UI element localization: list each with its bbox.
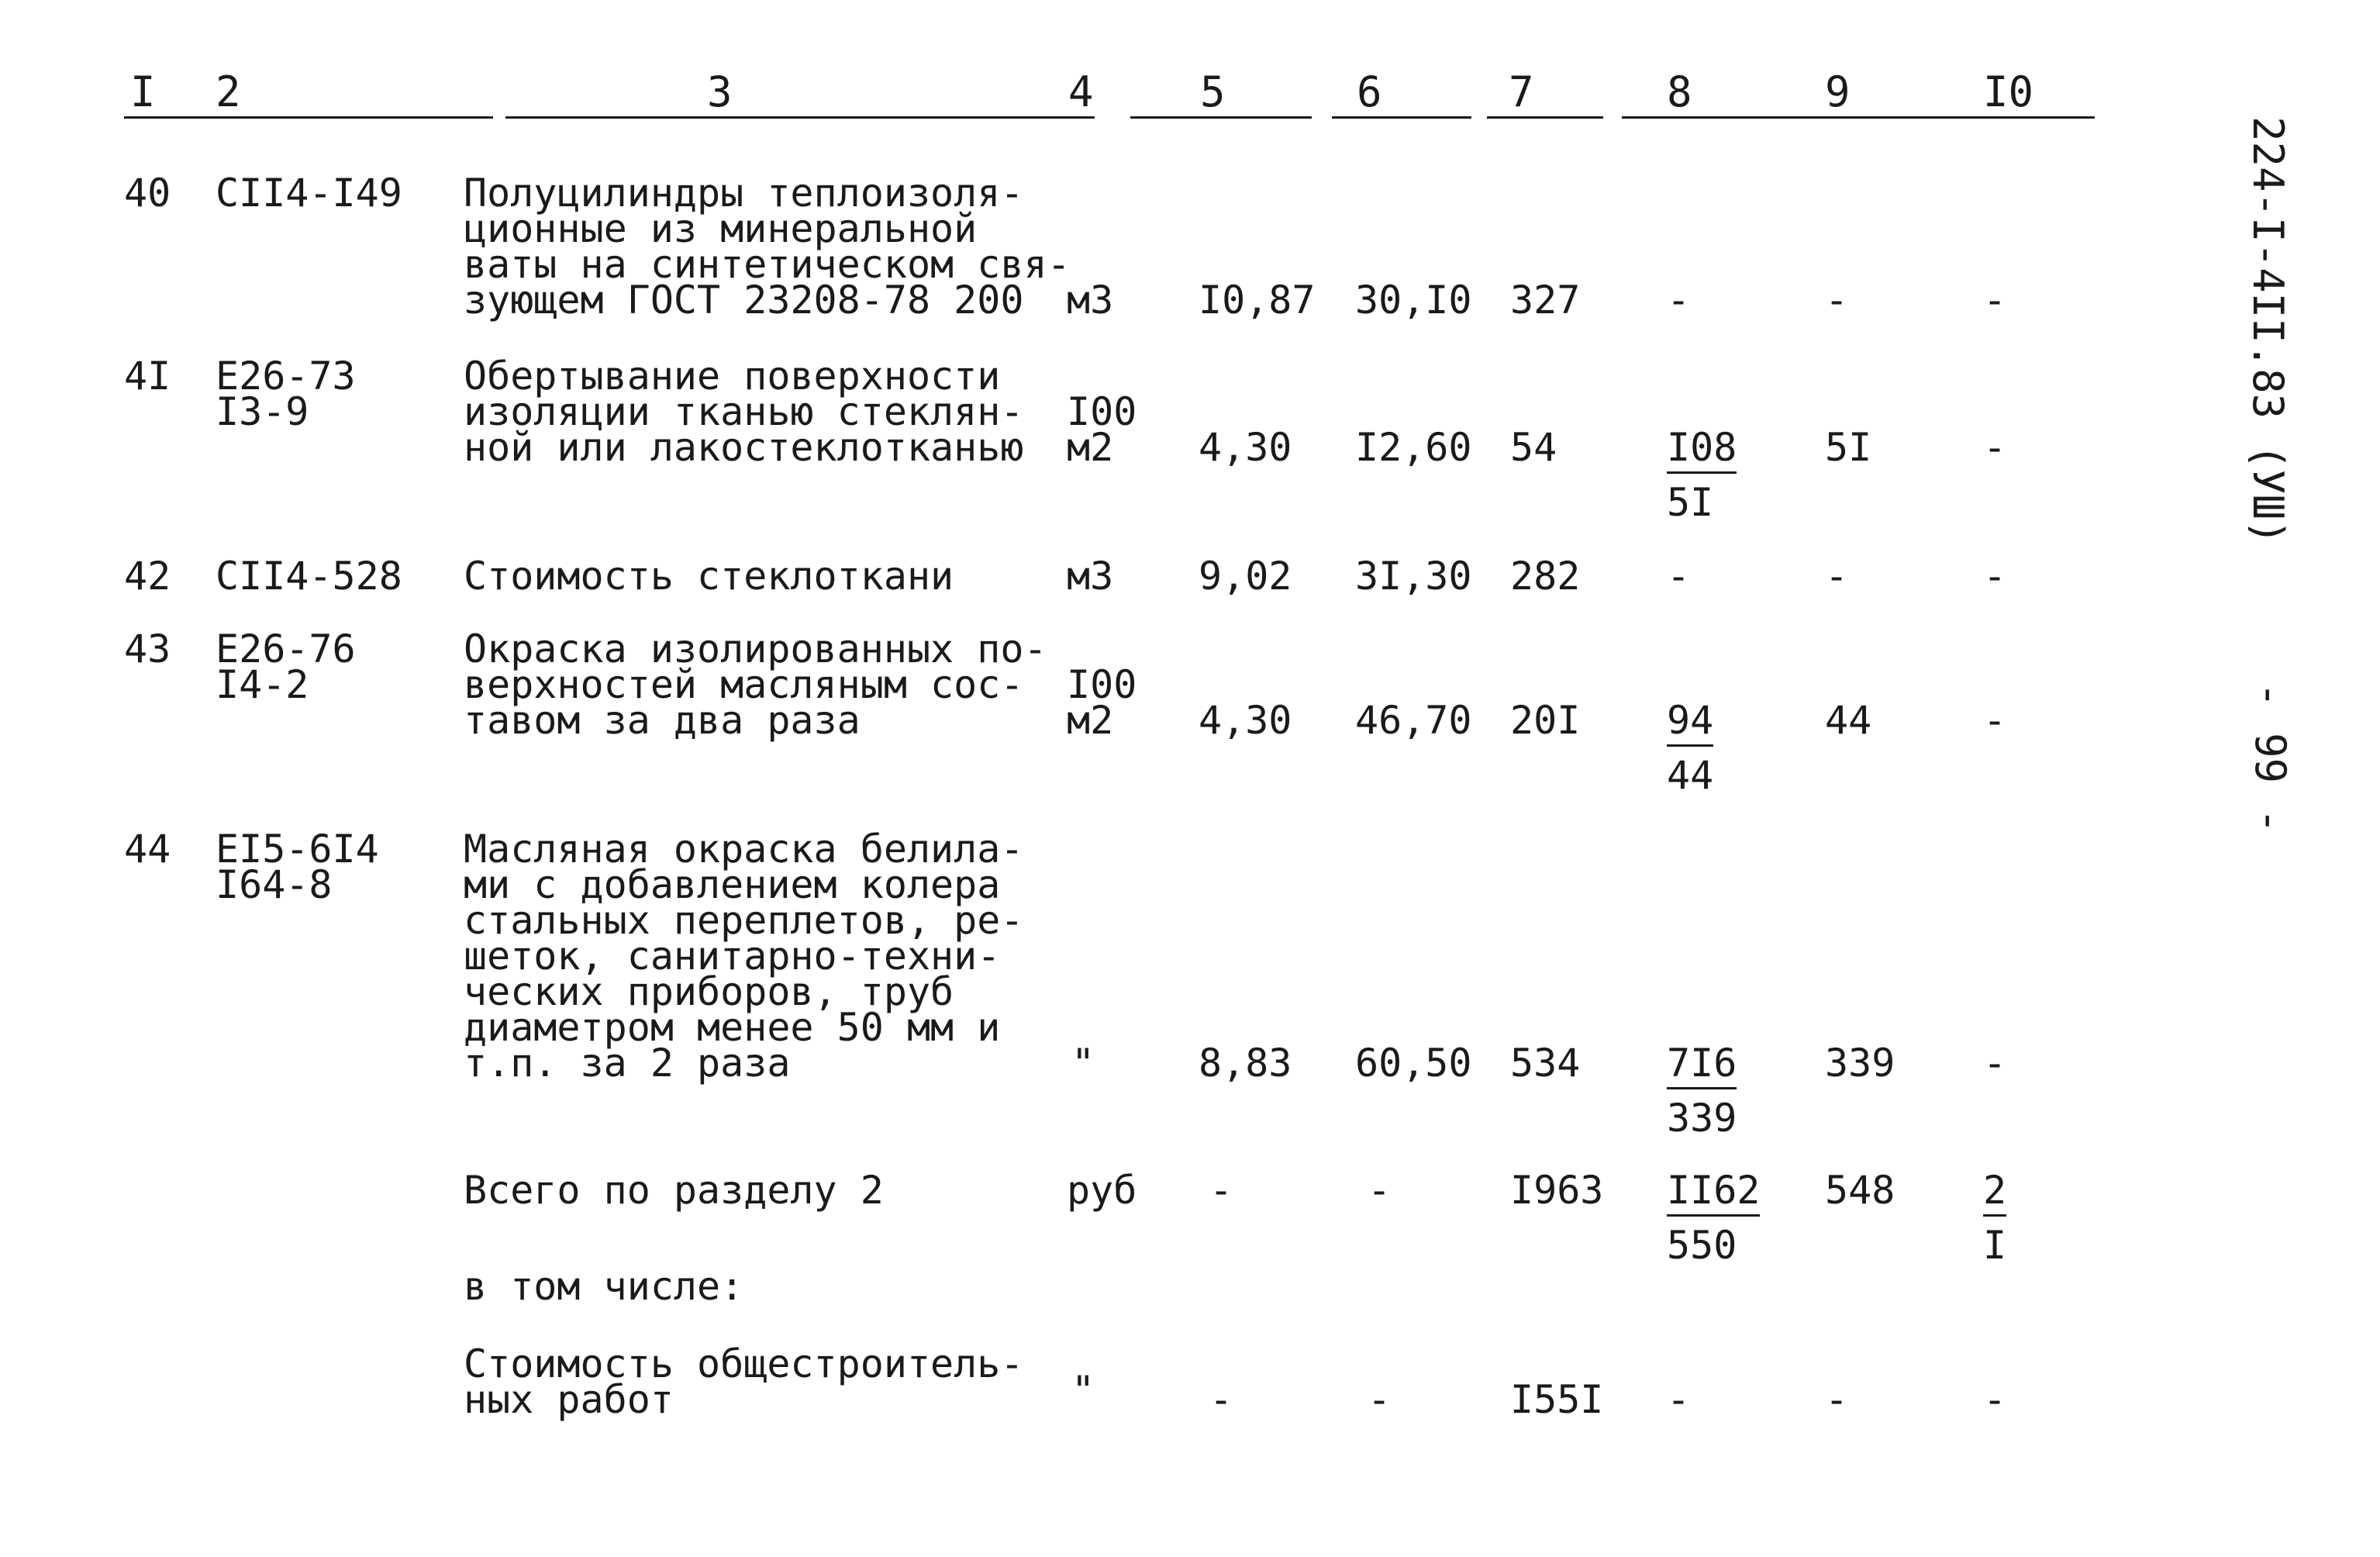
col-header-9: 9 — [1825, 67, 1851, 116]
col-header-10: I0 — [1983, 67, 2034, 116]
col-header-7: 7 — [1509, 67, 1534, 116]
unit: " — [1071, 1368, 1095, 1413]
col-header-6: 6 — [1357, 67, 1382, 116]
col8-value: - — [1667, 1377, 1691, 1422]
header-rule — [505, 116, 1095, 119]
fraction-denominator: 44 — [1667, 753, 1714, 798]
col9-value: - — [1825, 278, 1849, 323]
col-header-4: 4 — [1068, 67, 1094, 116]
row-description-line: в том числе: — [464, 1264, 744, 1309]
col-header-2: 2 — [216, 67, 241, 116]
col6-value: 30,I0 — [1355, 278, 1472, 323]
fraction-numerator: 7I6 — [1667, 1045, 1737, 1089]
row-description-line: тавом за два раза — [464, 698, 861, 743]
col-header-5: 5 — [1200, 67, 1226, 116]
col7-value: 534 — [1510, 1041, 1581, 1086]
col5-value: 9,02 — [1199, 554, 1292, 599]
fraction-numerator: I08 — [1667, 430, 1737, 474]
row-description-line: Масляная окраска белила- — [464, 827, 1024, 872]
header-rule — [1332, 116, 1471, 119]
row-description-line: стальных переплетов, ре- — [464, 898, 1024, 943]
unit: м3 — [1067, 554, 1114, 599]
unit: м2 — [1067, 425, 1114, 470]
col7-value: 327 — [1510, 278, 1581, 323]
row-number: 4I — [124, 354, 171, 399]
unit: м3 — [1067, 278, 1114, 323]
norm-code: I3-9 — [216, 389, 309, 434]
col7-value: I963 — [1510, 1168, 1604, 1213]
fraction-denominator: 5I — [1667, 480, 1714, 525]
col5-value: - — [1209, 1377, 1233, 1422]
norm-code: СII4-528 — [216, 554, 402, 599]
col10-value: - — [1983, 554, 2007, 599]
header-rule — [1487, 116, 1603, 119]
col10-value: - — [1983, 278, 2007, 323]
col6-value: 46,70 — [1355, 698, 1472, 743]
page-number: - 99 - — [2246, 682, 2295, 834]
col-header-3: 3 — [707, 67, 733, 116]
col7-value: 54 — [1510, 425, 1557, 470]
col6-value: I2,60 — [1355, 425, 1472, 470]
norm-code: Е26-76 — [216, 627, 356, 671]
col-header-8: 8 — [1667, 67, 1692, 116]
row-description-line: ных работ — [464, 1377, 674, 1422]
col8-fraction — [1667, 1041, 1737, 1141]
row-description-line: диаметром менее 50 мм и — [464, 1005, 1001, 1050]
row-description-line: Полуцилиндры теплоизоля- — [464, 171, 1024, 216]
unit: I00 — [1067, 662, 1137, 707]
row-number: 42 — [124, 554, 171, 599]
col8-value: - — [1667, 554, 1691, 599]
row-description-line: зующем ГОСТ 23208-78 200 — [464, 278, 1024, 323]
col5-value: 4,30 — [1199, 698, 1292, 743]
col9-value: 5I — [1825, 425, 1872, 470]
col5-value: 8,83 — [1199, 1041, 1292, 1086]
row-number: 40 — [124, 171, 171, 216]
row-description-line: шеток, санитарно-техни- — [464, 934, 1001, 979]
row-description-line: изоляции тканью стеклян- — [464, 389, 1024, 434]
header-rule — [124, 116, 493, 119]
col6-value: 3I,30 — [1355, 554, 1472, 599]
col9-value: - — [1825, 1377, 1849, 1422]
col10-value: - — [1983, 1041, 2007, 1086]
row-description-line: Обертывание поверхности — [464, 354, 1001, 399]
fraction-denominator: I — [1983, 1223, 2007, 1268]
row-description-line: ционные из минеральной — [464, 206, 978, 251]
norm-code: I64-8 — [216, 862, 333, 907]
row-description-line: Стоимость общестроитель- — [464, 1341, 1024, 1386]
row-description-line: ческих приборов, труб — [464, 969, 954, 1014]
unit: руб — [1067, 1168, 1137, 1213]
unit: м2 — [1067, 698, 1114, 743]
fraction-numerator: 94 — [1667, 703, 1713, 747]
norm-code: СII4-I49 — [216, 171, 402, 216]
unit: " — [1071, 1041, 1095, 1086]
row-description-line: т.п. за 2 раза — [464, 1041, 791, 1086]
col10-fraction — [1983, 1168, 2007, 1268]
col8-fraction — [1667, 698, 1714, 798]
document-code: 224-I-4II.83 (УШ) — [2244, 116, 2292, 545]
header-rule — [1130, 116, 1312, 119]
col-header-1: I — [130, 67, 156, 116]
fraction-denominator: 339 — [1667, 1096, 1737, 1141]
col9-value: - — [1825, 554, 1849, 599]
unit: I00 — [1067, 389, 1137, 434]
row-description-line: Окраска изолированных по- — [464, 627, 1047, 671]
row-description-line: ваты на синтетическом свя- — [464, 242, 1071, 287]
norm-code: Е26-73 — [216, 354, 356, 399]
col5-value: I0,87 — [1199, 278, 1316, 323]
col7-value: 20I — [1510, 698, 1581, 743]
row-description-line: Стоимость стеклоткани — [464, 554, 954, 599]
row-description-line: ми с добавлением колера — [464, 862, 1001, 907]
col5-value: - — [1209, 1168, 1233, 1213]
header-rule — [1622, 116, 2095, 119]
fraction-numerator: II62 — [1667, 1172, 1760, 1217]
col6-value: - — [1368, 1168, 1392, 1213]
col5-value: 4,30 — [1199, 425, 1292, 470]
col9-value: 44 — [1825, 698, 1872, 743]
col10-value: - — [1983, 698, 2007, 743]
fraction-numerator: 2 — [1983, 1172, 2006, 1217]
col8-value: - — [1667, 278, 1691, 323]
norm-code: I4-2 — [216, 662, 309, 707]
row-number: 44 — [124, 827, 171, 872]
fraction-denominator: 550 — [1667, 1223, 1737, 1268]
col10-value: - — [1983, 1377, 2007, 1422]
row-description-line: Всего по разделу 2 — [464, 1168, 884, 1213]
col9-value: 548 — [1825, 1168, 1895, 1213]
row-description-line: верхностей масляным сос- — [464, 662, 1024, 707]
col10-value: - — [1983, 425, 2007, 470]
row-description-line: ной или лакостеклотканью — [464, 425, 1024, 470]
row-number: 43 — [124, 627, 171, 671]
col8-fraction — [1667, 425, 1737, 525]
norm-code: ЕI5-6I4 — [216, 827, 379, 872]
col7-value: 282 — [1510, 554, 1581, 599]
col6-value: 60,50 — [1355, 1041, 1472, 1086]
col9-value: 339 — [1825, 1041, 1895, 1086]
col8-fraction — [1667, 1168, 1761, 1268]
col7-value: I55I — [1510, 1377, 1604, 1422]
col6-value: - — [1368, 1377, 1392, 1422]
